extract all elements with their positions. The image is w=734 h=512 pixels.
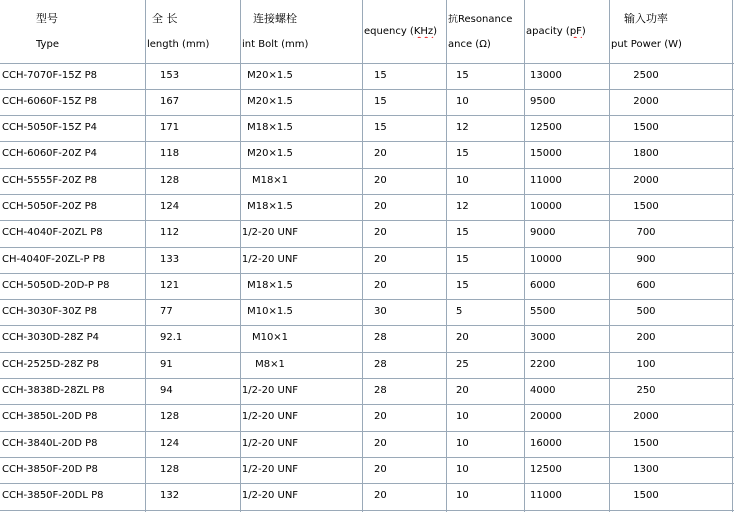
grid-line <box>0 431 734 432</box>
cell-power: 250 <box>636 385 656 396</box>
cell-power: 900 <box>636 254 656 265</box>
grid-line <box>0 325 734 326</box>
cell-freq: 20 <box>374 148 387 159</box>
cell-type: CCH-3850L-20D P8 <box>2 411 98 422</box>
cell-type: CCH-5555F-20Z P8 <box>2 175 98 186</box>
header-bolt-en: int Bolt (mm) <box>242 39 309 50</box>
cell-power: 700 <box>636 227 656 238</box>
cell-res: 10 <box>456 175 469 186</box>
cell-type: CCH-5050F-20Z P8 <box>2 201 98 212</box>
cell-length: 171 <box>160 122 180 133</box>
cell-type: CCH-5050F-15Z P4 <box>2 122 98 133</box>
cell-length: 91 <box>160 359 173 370</box>
cell-cap: 16000 <box>530 438 562 449</box>
grid-line <box>0 299 734 300</box>
header-capacity-unit: pF <box>569 26 582 37</box>
cell-type: CCH-3030F-30Z P8 <box>2 306 98 317</box>
cell-res: 10 <box>456 438 469 449</box>
cell-cap: 3000 <box>530 332 556 343</box>
cell-length: 121 <box>160 280 180 291</box>
cell-type: CCH-4040F-20ZL P8 <box>2 227 103 238</box>
cell-type: CCH-2525D-28Z P8 <box>2 359 99 370</box>
cell-res: 10 <box>456 490 469 501</box>
cell-freq: 15 <box>374 96 387 107</box>
cell-res: 20 <box>456 332 469 343</box>
cell-freq: 20 <box>374 227 387 238</box>
cell-res: 15 <box>456 70 469 81</box>
header-capacity <box>526 26 586 38</box>
cell-length: 112 <box>160 227 180 238</box>
cell-cap: 13000 <box>530 70 562 81</box>
grid-line <box>362 0 363 512</box>
cell-freq: 20 <box>374 175 387 186</box>
cell-length: 124 <box>160 201 180 212</box>
cell-freq: 28 <box>374 332 387 343</box>
cell-length: 167 <box>160 96 180 107</box>
grid-line <box>446 0 447 512</box>
cell-power: 100 <box>636 359 656 370</box>
header-capacity-post: ) <box>581 26 586 37</box>
grid-line <box>0 63 734 64</box>
cell-bolt: 1/2-20 UNF <box>241 385 299 396</box>
cell-type: CCH-6060F-20Z P4 <box>2 148 98 159</box>
cell-length: 132 <box>160 490 180 501</box>
cell-power: 1500 <box>633 201 659 212</box>
cell-bolt: 1/2-20 UNF <box>241 464 299 475</box>
header-type-zh: 型号 <box>36 13 58 25</box>
grid-line <box>0 220 734 221</box>
cell-bolt: M18×1 <box>251 175 289 186</box>
cell-power: 1800 <box>633 148 659 159</box>
cell-res: 10 <box>456 96 469 107</box>
cell-type: CCH-3850F-20DL P8 <box>2 490 104 501</box>
cell-power: 2000 <box>633 96 659 107</box>
cell-freq: 28 <box>374 385 387 396</box>
cell-bolt: 1/2-20 UNF <box>241 411 299 422</box>
cell-power: 600 <box>636 280 656 291</box>
cell-cap: 11000 <box>530 490 562 501</box>
cell-length: 124 <box>160 438 180 449</box>
cell-freq: 30 <box>374 306 387 317</box>
cell-power: 1500 <box>633 122 659 133</box>
cell-freq: 20 <box>374 411 387 422</box>
cell-res: 15 <box>456 254 469 265</box>
header-length-en: length (mm) <box>147 39 210 50</box>
grid-line <box>0 378 734 379</box>
cell-power: 500 <box>636 306 656 317</box>
cell-type: CCH-3838D-28ZL P8 <box>2 385 105 396</box>
cell-power: 2000 <box>633 175 659 186</box>
grid-line <box>0 115 734 116</box>
cell-length: 133 <box>160 254 180 265</box>
cell-res: 12 <box>456 201 469 212</box>
cell-bolt: M8×1 <box>255 359 285 370</box>
cell-freq: 20 <box>374 490 387 501</box>
header-length-zh: 全 长 <box>152 13 178 25</box>
grid-line <box>0 141 734 142</box>
cell-bolt: M20×1.5 <box>247 96 293 107</box>
cell-res: 15 <box>456 148 469 159</box>
header-type-en: Type <box>36 39 59 50</box>
cell-res: 10 <box>456 464 469 475</box>
header-frequency-unit: KHz <box>413 26 434 37</box>
cell-cap: 12500 <box>530 464 562 475</box>
cell-power: 2500 <box>633 70 659 81</box>
cell-cap: 6000 <box>530 280 556 291</box>
cell-cap: 11000 <box>530 175 562 186</box>
cell-length: 128 <box>160 464 180 475</box>
cell-type: CCH-3030D-28Z P4 <box>2 332 99 343</box>
cell-bolt: M10×1 <box>251 332 289 343</box>
header-bolt-zh: 连接螺栓 <box>253 13 297 25</box>
cell-res: 15 <box>456 280 469 291</box>
cell-cap: 20000 <box>530 411 562 422</box>
cell-length: 118 <box>160 148 180 159</box>
cell-bolt: M20×1.5 <box>247 148 293 159</box>
cell-freq: 15 <box>374 70 387 81</box>
cell-type: CH-4040F-20ZL-P P8 <box>2 254 106 265</box>
cell-bolt: 1/2-20 UNF <box>241 490 299 501</box>
grid-line <box>0 483 734 484</box>
cell-length: 77 <box>160 306 173 317</box>
cell-freq: 20 <box>374 201 387 212</box>
cell-res: 12 <box>456 122 469 133</box>
header-power-zh: 输入功率 <box>624 13 668 25</box>
cell-freq: 20 <box>374 464 387 475</box>
header-resonance-line1: 抗Resonance <box>448 14 513 25</box>
grid-line <box>0 89 734 90</box>
cell-cap: 10000 <box>530 254 562 265</box>
header-capacity-pre: apacity ( <box>526 26 570 37</box>
cell-bolt: M18×1.5 <box>247 122 293 133</box>
header-resonance-line2: ance (Ω) <box>448 39 491 50</box>
cell-power: 200 <box>636 332 656 343</box>
cell-bolt: 1/2-20 UNF <box>241 227 299 238</box>
cell-cap: 9000 <box>530 227 556 238</box>
cell-bolt: 1/2-20 UNF <box>241 254 299 265</box>
cell-power: 1300 <box>633 464 659 475</box>
cell-bolt: 1/2-20 UNF <box>241 438 299 449</box>
cell-power: 1500 <box>633 438 659 449</box>
cell-bolt: M10×1.5 <box>247 306 293 317</box>
cell-type: CCH-7070F-15Z P8 <box>2 70 98 81</box>
cell-length: 128 <box>160 411 180 422</box>
cell-freq: 15 <box>374 122 387 133</box>
cell-freq: 20 <box>374 254 387 265</box>
grid-line <box>732 0 733 512</box>
grid-line <box>0 247 734 248</box>
cell-length: 128 <box>160 175 180 186</box>
cell-cap: 5500 <box>530 306 556 317</box>
grid-line <box>0 510 734 511</box>
header-frequency-post: ) <box>433 26 438 37</box>
cell-res: 5 <box>456 306 463 317</box>
cell-freq: 20 <box>374 280 387 291</box>
grid-line <box>0 168 734 169</box>
cell-power: 2000 <box>633 411 659 422</box>
cell-type: CCH-6060F-15Z P8 <box>2 96 98 107</box>
cell-cap: 10000 <box>530 201 562 212</box>
cell-freq: 28 <box>374 359 387 370</box>
cell-length: 92.1 <box>160 332 183 343</box>
cell-bolt: M18×1.5 <box>247 201 293 212</box>
grid-line <box>0 352 734 353</box>
cell-cap: 9500 <box>530 96 556 107</box>
cell-type: CCH-5050D-20D-P P8 <box>2 280 110 291</box>
header-frequency <box>364 26 437 38</box>
cell-type: CCH-3850F-20D P8 <box>2 464 98 475</box>
grid-line <box>524 0 525 512</box>
grid-line <box>0 194 734 195</box>
header-power-en: put Power (W) <box>611 39 682 50</box>
grid-line <box>0 404 734 405</box>
grid-line <box>0 273 734 274</box>
cell-length: 94 <box>160 385 173 396</box>
cell-length: 153 <box>160 70 180 81</box>
cell-freq: 20 <box>374 438 387 449</box>
cell-type: CCH-3840L-20D P8 <box>2 438 98 449</box>
header-frequency-pre: equency ( <box>364 26 414 37</box>
grid-line <box>0 457 734 458</box>
cell-res: 25 <box>456 359 469 370</box>
cell-res: 20 <box>456 385 469 396</box>
cell-cap: 15000 <box>530 148 562 159</box>
cell-res: 15 <box>456 227 469 238</box>
cell-power: 1500 <box>633 490 659 501</box>
cell-bolt: M20×1.5 <box>247 70 293 81</box>
cell-bolt: M18×1.5 <box>247 280 293 291</box>
grid-line <box>145 0 146 512</box>
cell-cap: 12500 <box>530 122 562 133</box>
cell-cap: 4000 <box>530 385 556 396</box>
cell-cap: 2200 <box>530 359 556 370</box>
cell-res: 10 <box>456 411 469 422</box>
